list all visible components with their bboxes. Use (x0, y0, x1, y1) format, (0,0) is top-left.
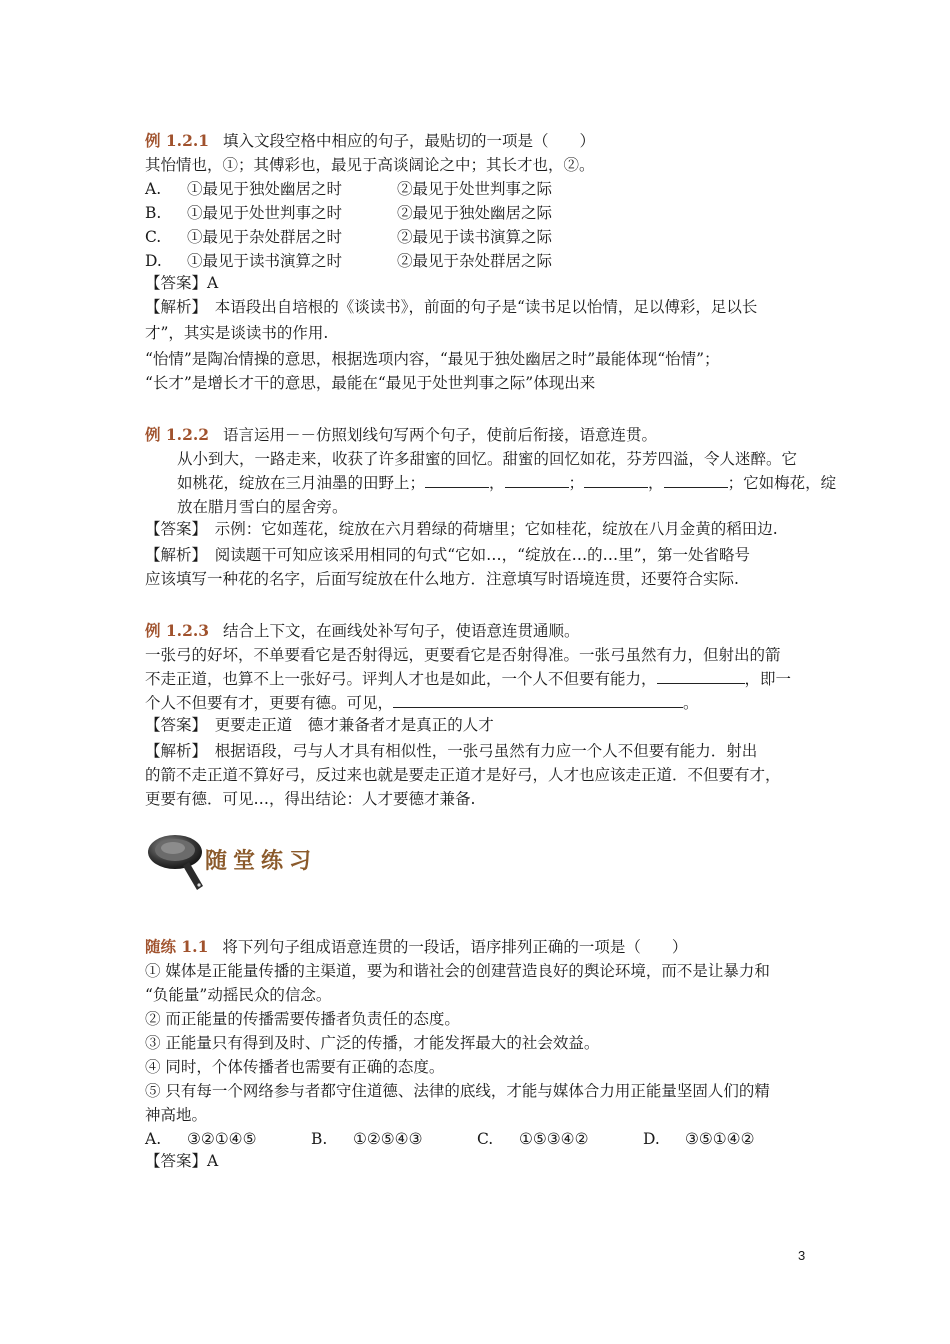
ex1-question: 填入文段空格中相应的句子，最贴切的一项是（ ） (223, 132, 596, 150)
ex3-label: 例 1.2.3 (145, 621, 210, 640)
ex1-analysis-line2: 才”，其实是谈读书的作用. (145, 324, 329, 342)
ex3-answer: 【答案】 更要走正道 德才兼备者才是真正的人才 (145, 716, 494, 734)
fill-blank-5[interactable] (657, 669, 745, 684)
choice-d-letter: D. (643, 1130, 660, 1148)
practice-sentence-3: ③ 正能量只有得到及时、广泛的传播，才能发挥最大的社会效益。 (145, 1034, 600, 1052)
choice-d-value: ③⑤①④② (685, 1130, 755, 1148)
section-title: 随堂练习 (205, 848, 318, 874)
practice-sentence-4: ④ 同时，个体传播者也需要有正确的态度。 (145, 1058, 445, 1076)
ex2-text-line2: 如桃花，绽放在三月油墨的田野上； ， ； ， ；它如梅花，绽 (177, 474, 837, 492)
ex2-question-line (145, 424, 657, 446)
ex1-analysis-line4: “长才”是增长才干的意思，最能在“最见于处世判事之际”体现出来 (145, 374, 596, 392)
frying-pan-icon (145, 828, 209, 892)
choice-a-value: ③②①④⑤ (187, 1130, 257, 1148)
choice-a-letter: A. (145, 1130, 162, 1148)
ex3-question-line (145, 620, 580, 642)
page-number: 3 (798, 1248, 806, 1263)
ex2-analysis-line1: 【解析】 阅读题干可知应该采用相同的句式“它如…，“绽放在…的…里”，第一处省略号 (145, 546, 751, 564)
ex1-question-line (145, 130, 595, 152)
fill-blank-6[interactable] (393, 693, 683, 708)
practice-label: 随练 1.1 (145, 937, 209, 956)
ex3-analysis-line1: 【解析】 根据语段，弓与人才具有相似性，一张弓虽然有力应一个人不但要有能力．射出 (145, 742, 758, 760)
ex1-option-b: B. ①最见于处世判事之时 ②最见于独处幽居之际 (145, 204, 553, 222)
section-banner (145, 828, 325, 892)
ex1-label: 例 1.2.1 (145, 131, 210, 150)
ex2-answer: 【答案】 示例：它如莲花，绽放在六月碧绿的荷塘里；它如桂花，绽放在八月金黄的稻田边. (145, 520, 778, 538)
ex1-stem: 其怡情也，①；其傅彩也，最见于高谈阔论之中；其长才也，②。 (145, 156, 595, 174)
ex2-analysis-line2: 应该填写一种花的名字，后面写绽放在什么地方．注意填写时语境连贯，还要符合实际. (145, 570, 739, 588)
ex2-text-line1: 从小到大，一路走来，收获了许多甜蜜的回忆。甜蜜的回忆如花，芬芳四溢，令人迷醉。它 (177, 450, 798, 468)
fill-blank-4[interactable] (664, 473, 728, 488)
practice-answer: 【答案】A (145, 1152, 219, 1170)
ex3-text-line2: 不走正道，也算不上一张好弓。评判人才也是如此，一个人不但要有能力， ，即一 (145, 670, 792, 688)
practice-sentence-5a: ⑤ 只有每一个网络参与者都守住道德、法律的底线，才能与媒体合力用正能量坚固人们的精 (145, 1082, 770, 1100)
ex3-text-line3: 个人不但要有才，更要有德。可见， 。 (145, 694, 699, 712)
practice-sentence-2: ② 而正能量的传播需要传播者负责任的态度。 (145, 1010, 460, 1028)
ex3-analysis-line2: 的箭不走正道不算好弓，反过来也就是要走正道才是好弓，人才也应该走正道．不但要有才， (145, 766, 781, 784)
ex1-analysis-line3: “怡情”是陶冶情操的意思，根据选项内容，“最见于独处幽居之时”最能体现“怡情”； (145, 350, 720, 368)
ex2-label: 例 1.2.2 (145, 425, 210, 444)
ex1-analysis-line1: 【解析】 本语段出自培根的《谈读书》，前面的句子是“读书足以怡情，足以傅彩，足以长 (145, 298, 758, 316)
ex1-option-a: A. ①最见于独处幽居之时 ②最见于处世判事之际 (145, 180, 553, 198)
fill-blank-1[interactable] (425, 473, 489, 488)
practice-sentence-1a: ① 媒体是正能量传播的主渠道，要为和谐社会的创建营造良好的舆论环境，而不是让暴力和 (145, 962, 770, 980)
practice-question-line (145, 936, 687, 958)
choice-c-letter: C. (477, 1130, 494, 1148)
ex2-question: 语言运用－－仿照划线句写两个句子，使前后衔接，语意连贯。 (223, 426, 658, 444)
ex2-text-line3: 放在腊月雪白的屋舍旁。 (177, 498, 348, 516)
fill-blank-2[interactable] (505, 473, 569, 488)
ex3-question: 结合上下文，在画线处补写句子，使语意连贯通顺。 (223, 622, 580, 640)
practice-sentence-1b: “负能量”动摇民众的信念。 (145, 986, 332, 1004)
ex1-option-d: D. ①最见于读书演算之时 ②最见于杂处群居之际 (145, 252, 553, 270)
ex1-option-c: C. ①最见于杂处群居之时 ②最见于读书演算之际 (145, 228, 553, 246)
ex3-text-line1: 一张弓的好坏，不单要看它是否射得远，更要看它是否射得准。一张弓虽然有力，但射出的箭 (145, 646, 781, 664)
ex3-analysis-line3: 更要有德．可见…，得出结论：人才要德才兼备. (145, 790, 476, 808)
ex1-answer: 【答案】A (145, 274, 219, 292)
choice-c-value: ①⑤③④② (519, 1130, 589, 1148)
practice-sentence-5b: 神高地。 (145, 1106, 208, 1124)
choice-b-letter: B. (311, 1130, 328, 1148)
practice-question: 将下列句子组成语意连贯的一段话，语序排列正确的一项是（ ） (222, 938, 688, 956)
fill-blank-3[interactable] (584, 473, 648, 488)
practice-choices (145, 1128, 795, 1150)
choice-b-value: ①②⑤④③ (353, 1130, 423, 1148)
